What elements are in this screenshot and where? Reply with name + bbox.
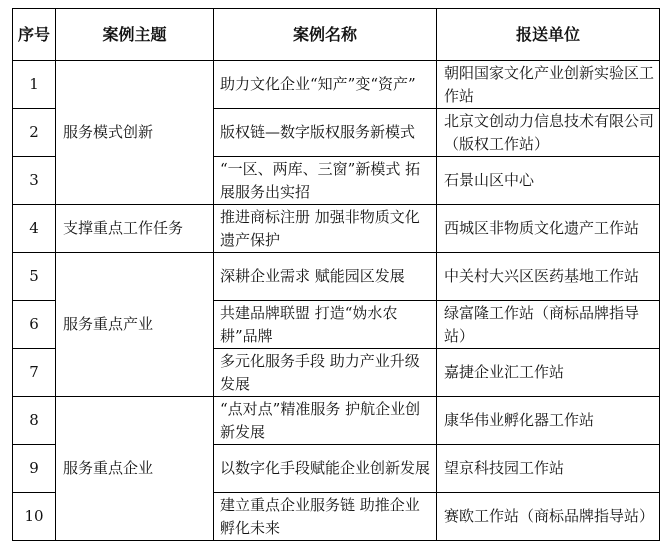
row-index: 7 bbox=[13, 349, 56, 397]
row-index: 4 bbox=[13, 205, 56, 253]
header-theme: 案例主题 bbox=[56, 9, 214, 61]
table-row bbox=[13, 205, 660, 253]
row-index: 9 bbox=[13, 445, 56, 493]
header-unit: 报送单位 bbox=[437, 9, 660, 61]
case-name: 推进商标注册 加强非物质文化遗产保护 bbox=[214, 205, 437, 253]
case-name: 共建品牌联盟 打造“妫水农耕”品牌 bbox=[214, 301, 437, 349]
row-index: 5 bbox=[13, 253, 56, 301]
case-name: “点对点”精准服务 护航企业创新发展 bbox=[214, 397, 437, 445]
row-index: 2 bbox=[13, 109, 56, 157]
reporting-unit: 望京科技园工作站 bbox=[437, 445, 660, 493]
reporting-unit: 石景山区中心 bbox=[437, 157, 660, 205]
case-name: “一区、两库、三窗”新模式 拓展服务出实招 bbox=[214, 157, 437, 205]
reporting-unit: 朝阳国家文化产业创新实验区工作站 bbox=[437, 61, 660, 109]
row-index: 10 bbox=[13, 493, 56, 541]
reporting-unit: 中关村大兴区医药基地工作站 bbox=[437, 253, 660, 301]
case-table bbox=[12, 8, 660, 541]
case-name: 助力文化企业“知产”变“资产” bbox=[214, 61, 437, 109]
row-index: 1 bbox=[13, 61, 56, 109]
table-row bbox=[13, 61, 660, 109]
reporting-unit: 嘉捷企业汇工作站 bbox=[437, 349, 660, 397]
theme-cell: 服务模式创新 bbox=[56, 61, 214, 205]
reporting-unit: 康华伟业孵化器工作站 bbox=[437, 397, 660, 445]
table-header-row bbox=[13, 9, 660, 61]
theme-cell: 服务重点产业 bbox=[56, 253, 214, 397]
theme-cell: 服务重点企业 bbox=[56, 397, 214, 541]
header-index: 序号 bbox=[13, 9, 56, 61]
reporting-unit: 绿富隆工作站（商标品牌指导站） bbox=[437, 301, 660, 349]
case-name: 以数字化手段赋能企业创新发展 bbox=[214, 445, 437, 493]
reporting-unit: 赛欧工作站（商标品牌指导站） bbox=[437, 493, 660, 541]
header-name: 案例名称 bbox=[214, 9, 437, 61]
table-row bbox=[13, 397, 660, 445]
reporting-unit: 西城区非物质文化遗产工作站 bbox=[437, 205, 660, 253]
reporting-unit: 北京文创动力信息技术有限公司（版权工作站） bbox=[437, 109, 660, 157]
row-index: 8 bbox=[13, 397, 56, 445]
case-name: 多元化服务手段 助力产业升级发展 bbox=[214, 349, 437, 397]
row-index: 6 bbox=[13, 301, 56, 349]
case-name: 版权链—数字版权服务新模式 bbox=[214, 109, 437, 157]
table-row bbox=[13, 253, 660, 301]
case-name: 建立重点企业服务链 助推企业孵化未来 bbox=[214, 493, 437, 541]
theme-cell: 支撑重点工作任务 bbox=[56, 205, 214, 253]
row-index: 3 bbox=[13, 157, 56, 205]
case-name: 深耕企业需求 赋能园区发展 bbox=[214, 253, 437, 301]
